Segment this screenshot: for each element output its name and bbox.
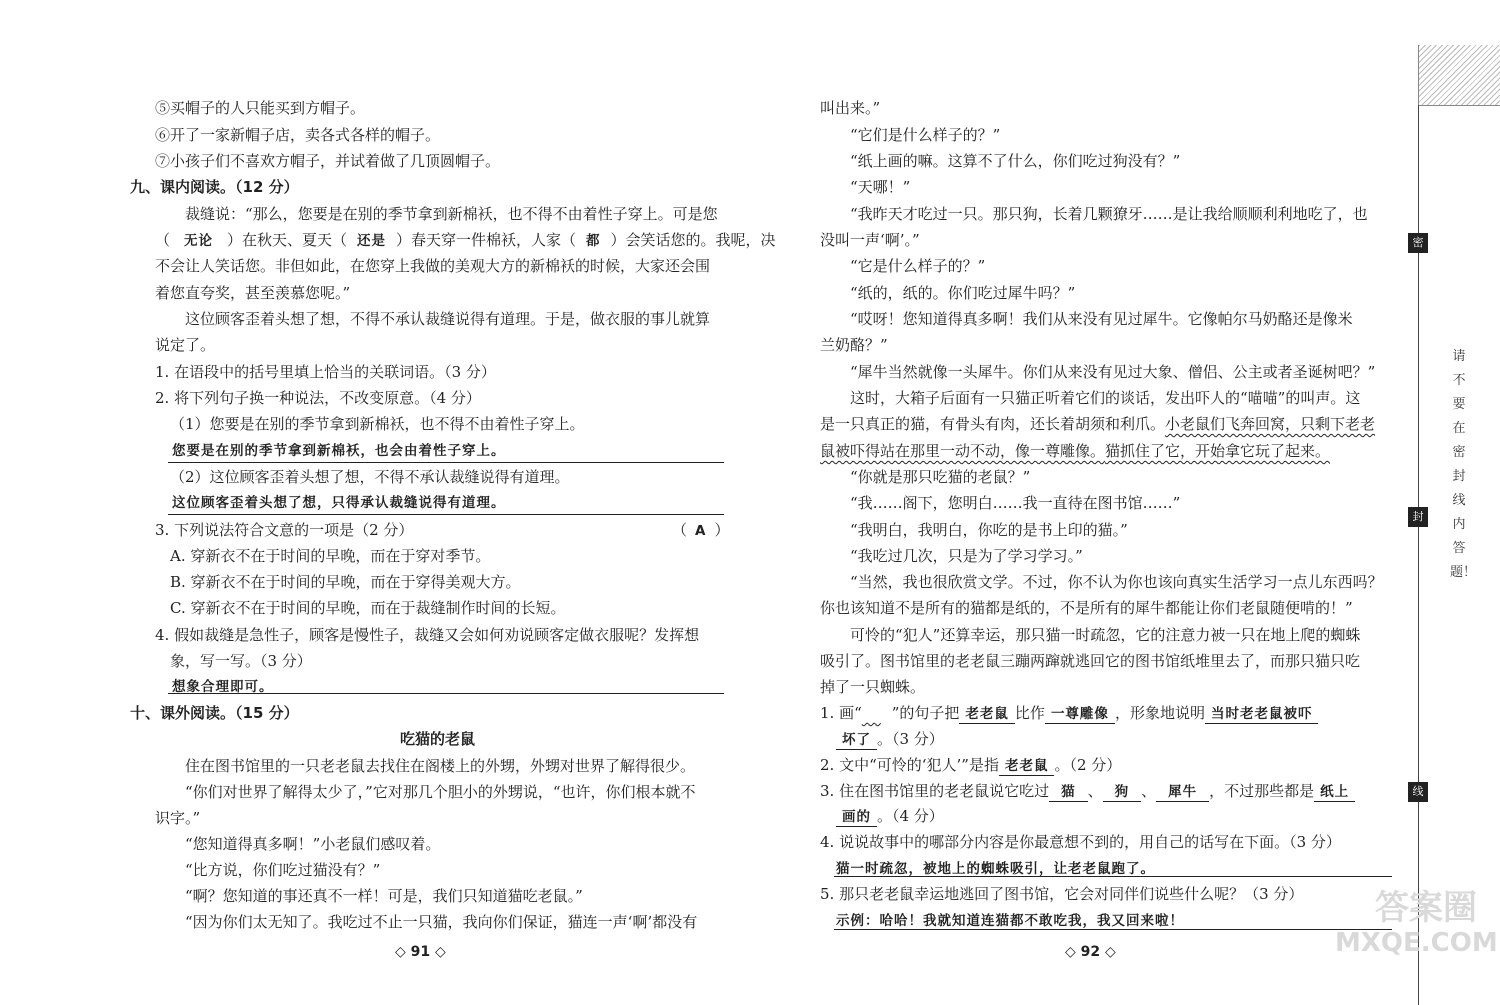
fill-answer: 猫: [1049, 784, 1088, 802]
story-line: “你就是那只吃猫的老鼠？”: [850, 468, 1031, 486]
no-answer-notice: 请不要在密封线内答题！: [1450, 349, 1477, 580]
answer-2-1: 您要是在别的季节拿到新棉袄，也会由着性子穿上。: [172, 443, 506, 459]
story-line: 识字。”: [155, 809, 201, 827]
fill-answer: 老老鼠: [959, 706, 1015, 724]
story-line: 叫出来。”: [820, 99, 881, 117]
question-3-cont: 画的 。（4 分）: [836, 806, 944, 827]
story-title: 吃猫的老鼠: [400, 730, 476, 748]
hatched-corner: [1418, 45, 1500, 106]
question-1: 1. 在语段中的括号里填上恰当的关联词语。（3 分）: [155, 363, 496, 381]
wavy-underlined-sentence: 小老鼠们飞奔回窝，只剩下老老: [1165, 415, 1376, 433]
question-2-1: （1）您要是在别的季节拿到新棉袄，也不得不由着性子穿上。: [170, 415, 585, 433]
question-3: 3. 下列说法符合文意的一项是（2 分）: [155, 521, 414, 539]
story-line: 是一只真正的猫，有骨头有肉，还长着胡须和利爪。小老鼠们飞奔回窝，只剩下老老: [820, 415, 1376, 433]
answer-4: 猫一时疏忽，被地上的蜘蛛吸引，让老老鼠跑了。: [836, 861, 1155, 877]
question-2-2: （2）这位顾客歪着头想了想，不得不承认裁缝说得有道理。: [170, 468, 570, 486]
blank-answer-1: 无论: [184, 233, 214, 249]
wavy-line-sample: [862, 703, 892, 723]
section-9-heading: 九、课内阅读。（12 分）: [130, 178, 299, 196]
fill-answer: 当时老老鼠被吓: [1205, 706, 1319, 724]
story-line: “天哪！”: [850, 178, 911, 196]
answer-line: [834, 929, 1392, 930]
passage-line-with-blanks: （ 无论 ）在秋天、夏天（ 还是 ）春天穿一件棉袄，人家（ 都 ）会笑话您的。我呢，决: [155, 231, 776, 249]
choice-a: A. 穿新衣不在于时间的早晚，而在于穿对季节。: [170, 547, 491, 565]
choice-c: C. 穿新衣不在于时间的早晚，而在于裁缝制作时间的长短。: [170, 599, 566, 617]
question-1-cont: 坏了 。（3 分）: [836, 729, 944, 750]
answer-4: 想象合理即可。: [172, 679, 274, 695]
story-line: 吸引了。图书馆里的老老鼠三蹦两蹿就逃回它的图书馆纸堆里去了，而那只猫只吃: [820, 652, 1361, 670]
wavy-underlined-sentence: 鼠被吓得站在那里一动不动，像一尊雕像。: [820, 442, 1106, 460]
blank-answer-2: 还是: [357, 233, 387, 249]
story-line: “比方说，你们吃过猫没有？”: [185, 861, 381, 879]
section-10-heading: 十、课外阅读。（15 分）: [130, 704, 299, 722]
page-number-left: ◇ 91 ◇: [395, 944, 446, 960]
story-line: “因为你们太无知了。我吃过不止一只猫，我向你们保证，猫连一声‘啊’都没有: [185, 913, 698, 931]
answer-line: [168, 462, 724, 463]
question-1: 1. 画“ ”的句子把 老老鼠 比作 一尊雕像 ，形象地说明 当时老老鼠被吓: [820, 703, 1318, 724]
question-4: 4. 说说故事中的哪部分内容是你最意想不到的，用自己的话写在下面。（3 分）: [820, 833, 1341, 851]
fill-answer: 画的: [836, 809, 877, 827]
watermark-domain: MXQE.COM: [1335, 928, 1498, 958]
question-5: 5. 那只老老鼠幸运地逃回了图书馆，它会对同伴们说些什么呢？（3 分）: [820, 885, 1304, 903]
story-line: “犀牛当然就像一头犀牛。你们从来没有见过大象、僧侣、公主或者圣诞树吧？”: [850, 363, 1376, 381]
seal-mark-mi: 密: [1408, 233, 1428, 253]
story-line: “纸的，纸的。你们吃过犀牛吗？”: [850, 284, 1076, 302]
question-4: 4. 假如裁缝是急性子，顾客是慢性子，裁缝又会如何劝说顾客定做衣服呢？发挥想: [155, 626, 700, 644]
passage-line: 不会让人笑话您。非但如此，在您穿上我做的美观大方的新棉袄的时候，大家还会围: [155, 257, 711, 275]
seal-mark-xian: 线: [1408, 782, 1428, 802]
fill-answer: 狗: [1103, 784, 1142, 802]
story-line: “我吃过几次，只是为了学习学习。”: [850, 547, 1083, 565]
answer-5: 示例：哈哈！我就知道连猫都不敢吃我，我又回来啦！: [836, 913, 1184, 929]
passage-line: 着您直夸奖，甚至羡慕您呢。”: [155, 284, 351, 302]
question-4-cont: 象，写一写。（3 分）: [170, 652, 312, 670]
fill-answer: 纸上: [1314, 784, 1355, 802]
question-3: 3. 住在图书馆里的老老鼠说它吃过 猫 、 狗 、 犀牛 ，不过那些都是 纸上: [820, 781, 1355, 802]
passage-line: 这位顾客歪着头想了想，不得不承认裁缝说得有道理。于是，做衣服的事儿就算: [185, 310, 711, 328]
story-line: 住在图书馆里的一只老老鼠去找住在阁楼上的外甥，外甥对世界了解得很少。: [185, 757, 696, 775]
fill-answer: 老老鼠: [999, 758, 1055, 776]
story-line: 你也该知道不是所有的猫都是纸的，不是所有的犀牛都能让你们老鼠随便啃的！”: [820, 599, 1353, 617]
story-line: “你们对世界了解得太少了，”它对那几个胆小的外甥说，“也许，你们根本就不: [185, 783, 696, 801]
story-line: “我昨天才吃过一只。那只狗，长着几颗獠牙……是让我给顺顺利利地吃了，也: [850, 205, 1368, 223]
story-line: “我……阁下，您明白……我一直待在图书馆……”: [850, 494, 1181, 512]
watermark: [1335, 888, 1498, 958]
fill-answer: 一尊雕像: [1045, 706, 1115, 724]
story-line: “啊？您知道的事还真不一样！可是，我们只知道猫吃老鼠。”: [185, 887, 583, 905]
option-7: ⑦小孩子们不喜欢方帽子，并试着做了几顶圆帽子。: [155, 152, 501, 170]
blank-answer-3: 都: [586, 233, 601, 249]
question-3-answer-box: （ A ）: [672, 521, 730, 539]
question-2: 2. 将下列句子换一种说法，不改变原意。（4 分）: [155, 389, 481, 407]
fill-answer: 坏了: [836, 732, 877, 750]
story-line: 兰奶酪？”: [820, 336, 888, 354]
question-2: 2. 文中“可怜的‘犯人’”是指 老老鼠 。（2 分）: [820, 756, 1122, 774]
answer-line: [834, 876, 1392, 877]
answer-2-2: 这位顾客歪着头想了想，只得承认裁缝说得有道理。: [172, 495, 506, 511]
answer-line: [168, 514, 724, 515]
story-line: “您知道得真多啊！”小老鼠们感叹着。: [185, 835, 441, 853]
story-line: “它们是什么样子的？”: [850, 126, 1001, 144]
story-line: 掉了一只蜘蛛。: [820, 678, 926, 696]
story-line: 可怜的“犯人”还算幸运，那只猫一时疏忽，它的注意力被一只在地上爬的蜘蛛: [850, 626, 1361, 644]
answer-line: [168, 693, 724, 694]
story-line: 没叫一声‘啊’。”: [820, 231, 920, 249]
story-line: 鼠被吓得站在那里一动不动，像一尊雕像。猫抓住了它，开始拿它玩了起来。: [820, 442, 1331, 460]
story-line: “哎呀！您知道得真多啊！我们从来没有见过犀牛。它像帕尔马奶酪还是像米: [850, 310, 1353, 328]
answer-3: A: [695, 523, 707, 539]
fill-answer: 犀牛: [1156, 784, 1209, 802]
watermark-logo: 答案圈: [1375, 888, 1477, 928]
story-line: 这时，大箱子后面有一只猫正听着它们的谈话，发出吓人的“喵喵”的叫声。这: [850, 389, 1361, 407]
story-line: “它是什么样子的？”: [850, 257, 986, 275]
passage-line: 说定了。: [155, 336, 216, 354]
story-line: “当然，我也很欣赏文学。不过，你不认为你也该向真实生活学习一点儿东西吗？: [850, 573, 1383, 591]
seal-mark-feng: 封: [1408, 507, 1428, 527]
page-number-right: ◇ 92 ◇: [1065, 944, 1116, 960]
story-line: “纸上画的嘛。这算不了什么，你们吃过狗没有？”: [850, 152, 1181, 170]
option-6: ⑥开了一家新帽子店，卖各式各样的帽子。: [155, 126, 441, 144]
passage-line: 裁缝说：“那么，您要是在别的季节拿到新棉袄，也不得不由着性子穿上。可是您: [185, 205, 718, 223]
story-line: “我明白，我明白，你吃的是书上印的猫。”: [850, 521, 1128, 539]
choice-b: B. 穿新衣不在于时间的早晚，而在于穿得美观大方。: [170, 573, 521, 591]
option-5: ⑤买帽子的人只能买到方帽子。: [155, 99, 366, 117]
